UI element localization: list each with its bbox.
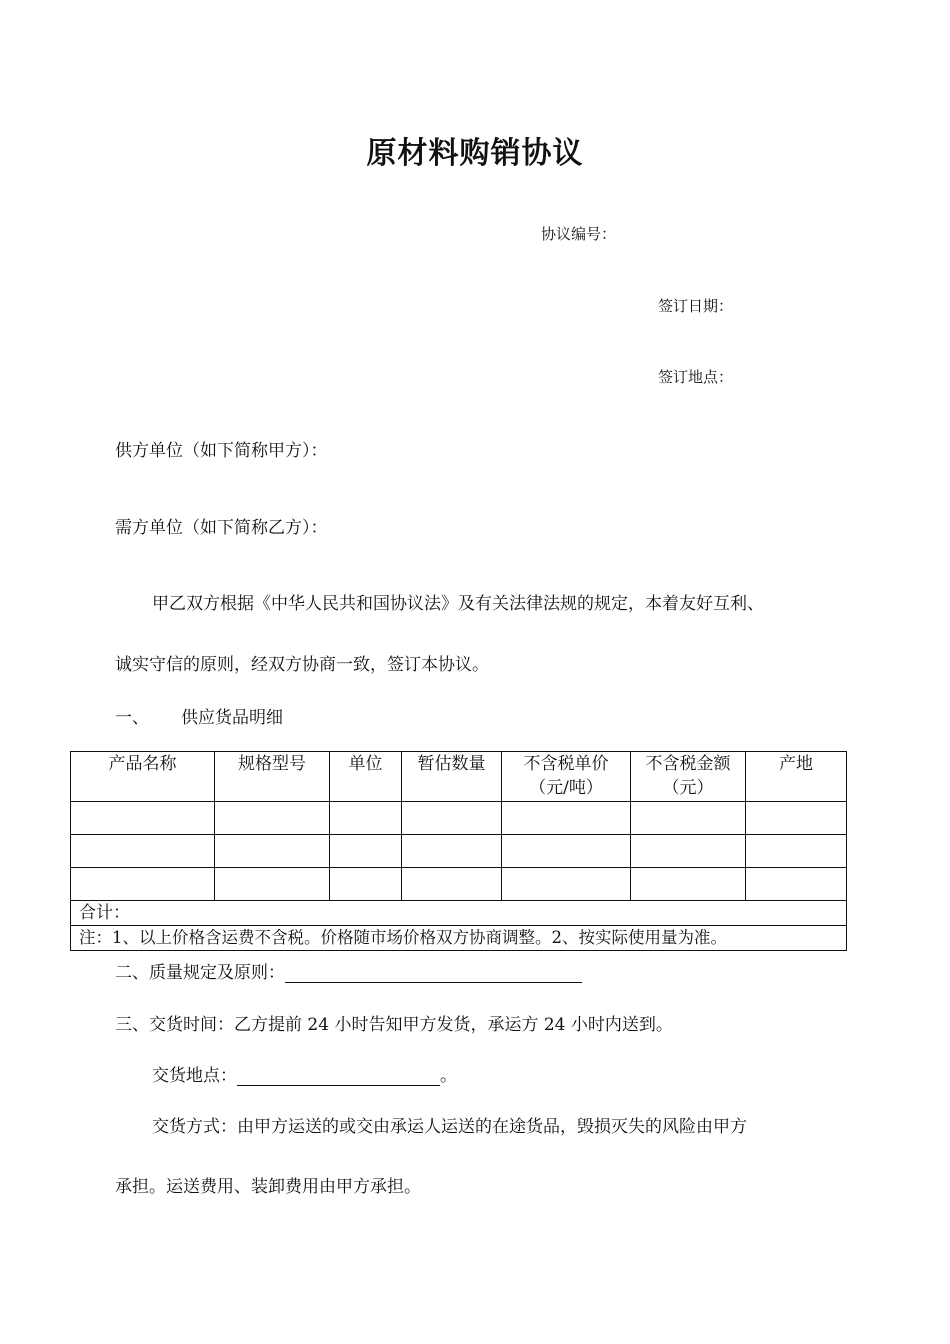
table-cell[interactable]: [215, 835, 330, 868]
section-1-number: 一、: [115, 708, 149, 728]
table-cell[interactable]: [631, 868, 746, 901]
table-cell[interactable]: [330, 802, 402, 835]
table-cell[interactable]: [631, 802, 746, 835]
buyer-label: 需方单位（如下简称乙方）：: [115, 518, 328, 538]
table-cell[interactable]: [402, 802, 502, 835]
table-cell[interactable]: [71, 802, 215, 835]
table-cell[interactable]: [330, 835, 402, 868]
delivery-place-end: 。: [440, 1066, 457, 1086]
table-note-row: [71, 926, 847, 951]
table-cell[interactable]: [502, 868, 631, 901]
delivery-method-line-1: 交货方式：由甲方运送的或交由承运人运送的在途货品，毁损灭失的风险由甲方: [152, 1117, 747, 1137]
table-cell[interactable]: [215, 802, 330, 835]
total-label: 合计：: [71, 901, 847, 926]
delivery-method-line-2: 承担。运送费用、装卸费用由甲方承担。: [115, 1177, 421, 1197]
table-header-row: [71, 752, 847, 802]
table-cell[interactable]: [502, 835, 631, 868]
col-header-estimated-quantity: 暂估数量: [402, 752, 502, 802]
table-row: [71, 802, 847, 835]
table-row: [71, 868, 847, 901]
col-header-unit-price-excl-tax: 不含税单价 （元/吨）: [502, 752, 631, 802]
preamble-line-2: 诚实守信的原则，经双方协商一致，签订本协议。: [115, 655, 489, 675]
delivery-place-label: 交货地点：: [152, 1066, 237, 1086]
table-cell[interactable]: [71, 868, 215, 901]
delivery-place: [152, 1061, 457, 1086]
quality-blank-line[interactable]: [285, 964, 582, 983]
supplier-label: 供方单位（如下简称甲方）：: [115, 441, 328, 461]
table-cell[interactable]: [746, 868, 847, 901]
table-cell[interactable]: [330, 868, 402, 901]
table-cell[interactable]: [502, 802, 631, 835]
agreement-number-label: 协议编号：: [541, 225, 617, 243]
col-header-product-name: 产品名称: [71, 752, 215, 802]
goods-table: [70, 751, 847, 951]
document-title: 原材料购销协议: [366, 136, 584, 171]
section-2-label: 二、质量规定及原则：: [115, 963, 285, 983]
delivery-time: 三、交货时间：乙方提前 24 小时告知甲方发货，承运方 24 小时内送到。: [115, 1015, 673, 1035]
delivery-place-blank-line[interactable]: [237, 1067, 440, 1086]
sign-place-label: 签订地点：: [658, 368, 734, 386]
table-row: [71, 835, 847, 868]
col-header-origin: 产地: [746, 752, 847, 802]
table-cell[interactable]: [215, 868, 330, 901]
section-1-heading: 供应货品明细: [181, 708, 283, 728]
col-header-amount-excl-tax: 不含税金额 （元）: [631, 752, 746, 802]
table-cell[interactable]: [746, 835, 847, 868]
table-cell[interactable]: [402, 868, 502, 901]
col-header-unit: 单位: [330, 752, 402, 802]
table-total-row: [71, 901, 847, 926]
sign-date-label: 签订日期：: [658, 297, 734, 315]
preamble-line-1: 甲乙双方根据《中华人民共和国协议法》及有关法律法规的规定，本着友好互利、: [152, 594, 764, 614]
table-note: 注：1、以上价格含运费不含税。价格随市场价格双方协商调整。2、按实际使用量为准。: [71, 926, 847, 951]
table-cell[interactable]: [746, 802, 847, 835]
table-cell[interactable]: [71, 835, 215, 868]
col-header-spec-model: 规格型号: [215, 752, 330, 802]
table-cell[interactable]: [631, 835, 746, 868]
table-cell[interactable]: [402, 835, 502, 868]
section-2-quality: [115, 958, 582, 983]
